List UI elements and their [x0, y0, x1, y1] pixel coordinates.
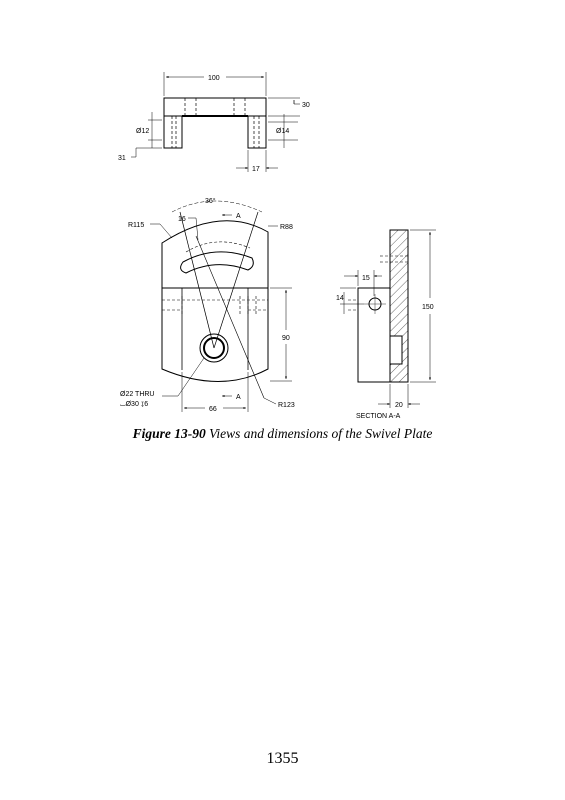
dim-r115: R115 — [128, 222, 145, 229]
dim-90: 90 — [282, 335, 290, 342]
note-counterbore: ⌴Ø30 ↧6 — [120, 401, 149, 408]
top-view — [131, 72, 300, 172]
top-view-right-leg — [248, 116, 266, 148]
dim-r88: R88 — [280, 224, 293, 231]
note-hole: Ø22 THRU — [120, 391, 155, 398]
section-mark-top: A — [236, 213, 241, 220]
figure-caption — [0, 426, 565, 442]
top-view-body — [164, 98, 266, 116]
dim-15: 15 — [362, 275, 370, 282]
slot — [181, 252, 254, 273]
section-mark-bottom: A — [236, 394, 241, 401]
section-view — [340, 230, 436, 408]
dim-17: 17 — [252, 166, 260, 173]
dim-150: 150 — [422, 304, 434, 311]
page-number: 1355 — [266, 750, 299, 767]
dim-dia12: Ø12 — [136, 128, 150, 135]
figure-caption-text: Views and dimensions of the Swivel Plate — [209, 426, 433, 441]
dim-31: 31 — [118, 155, 126, 162]
top-view-left-leg — [164, 116, 182, 148]
dim-100: 100 — [208, 75, 220, 82]
figure-caption-label: Figure 13-90 — [132, 426, 206, 441]
front-view-lower — [162, 288, 268, 382]
dim-angle-36: 36° — [205, 198, 216, 205]
dim-14: 14 — [336, 295, 344, 302]
dim-dia14: Ø14 — [276, 128, 290, 135]
dim-30: 30 — [302, 102, 310, 109]
section-title: SECTION A-A — [356, 413, 401, 420]
dim-66: 66 — [209, 406, 217, 413]
front-view — [150, 201, 292, 412]
dim-16: 16 — [178, 216, 186, 223]
dim-r123: R123 — [278, 402, 295, 409]
dim-20: 20 — [395, 402, 403, 409]
section-counterbore — [390, 336, 402, 364]
